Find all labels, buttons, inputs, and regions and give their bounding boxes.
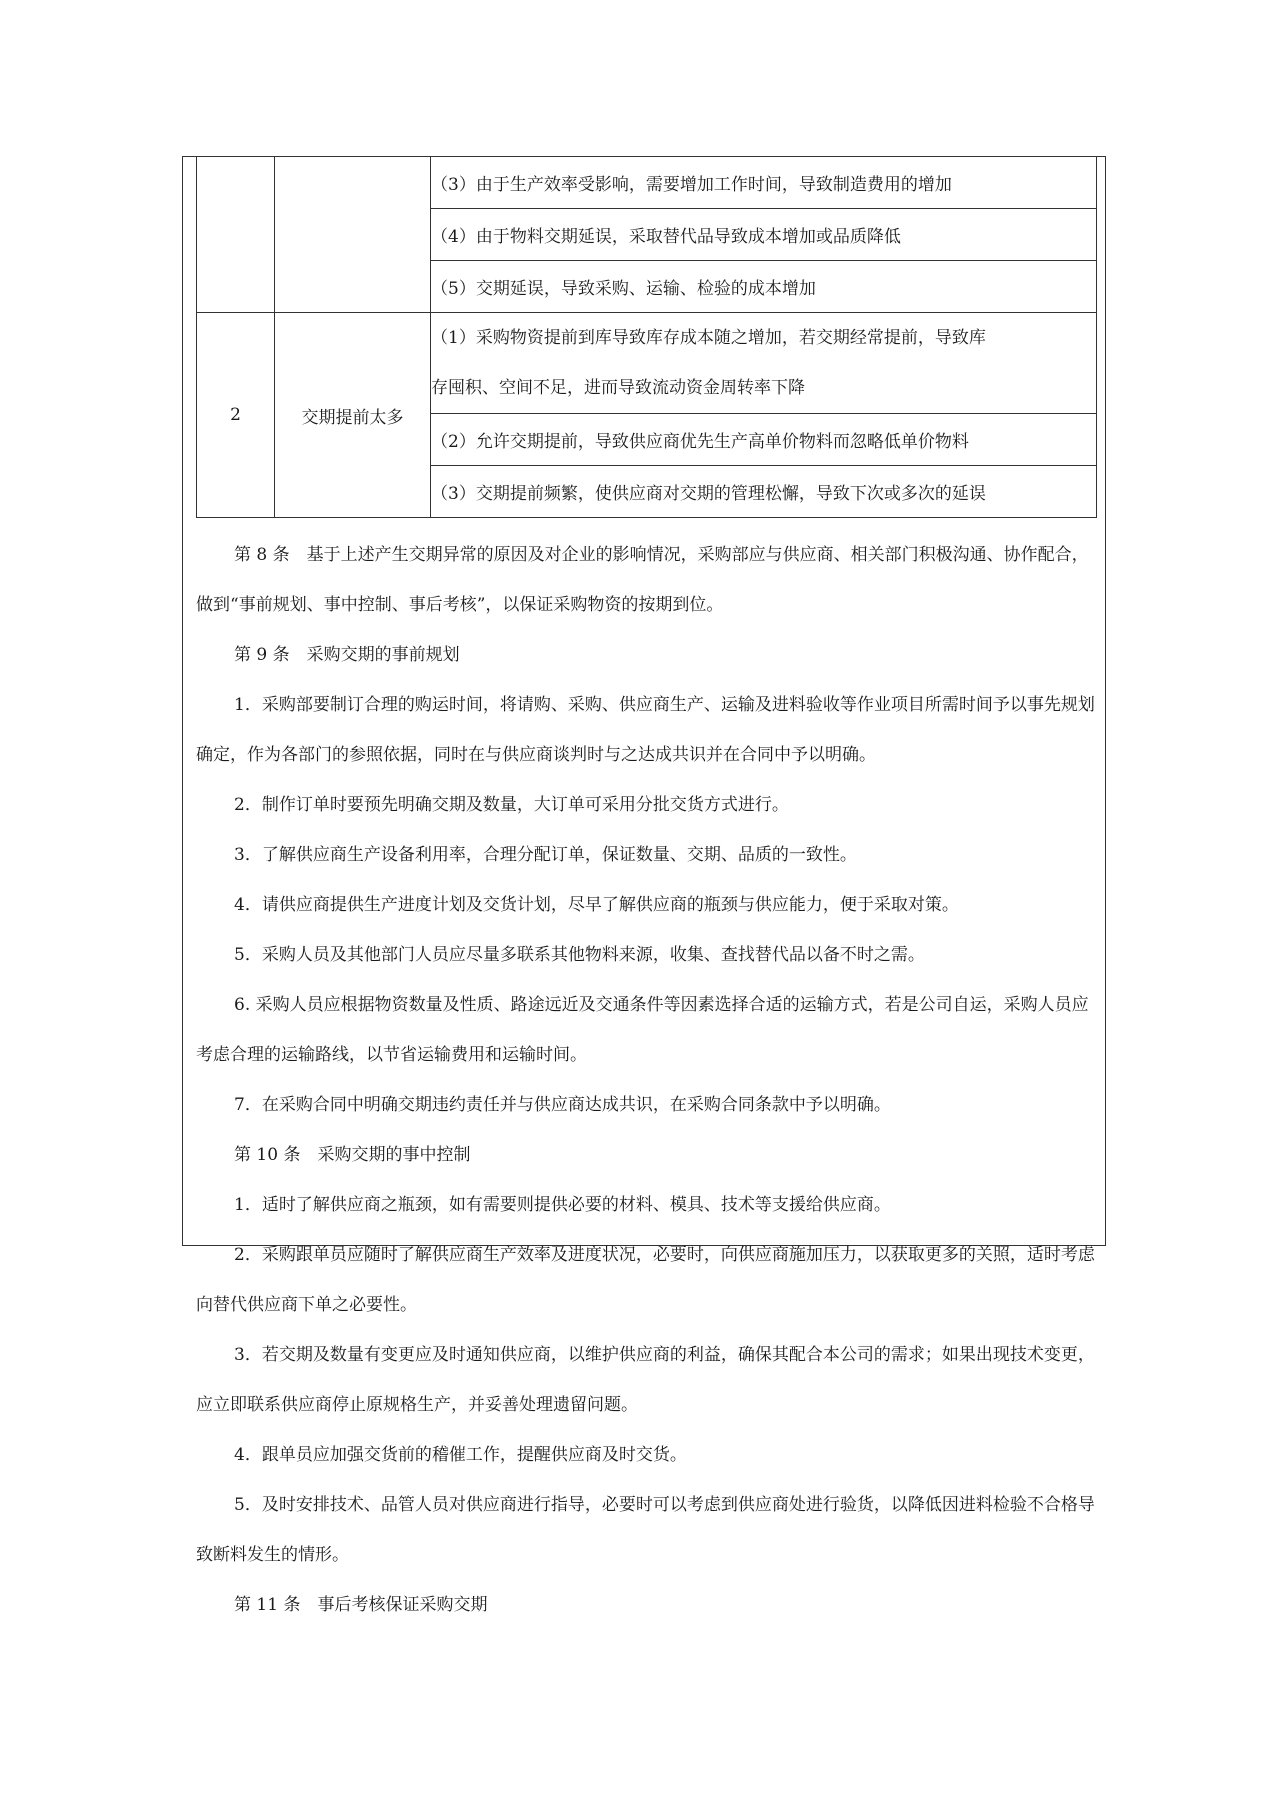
article-9-item: 2．制作订单时要预先明确交期及数量，大订单可采用分批交货方式进行。: [234, 795, 789, 815]
effect-item: （4）由于物料交期延误，采取替代品导致成本增加或品质降低: [431, 209, 1097, 261]
article-9-item: 4．请供应商提供生产进度计划及交货计划，尽早了解供应商的瓶颈与供应能力，便于采取对策。: [234, 895, 959, 915]
article-9-item: 1．采购部要制订合理的购运时间，将请购、采购、供应商生产、运输及进料验收等作业项目所需时间予以事先规划确定，作为各部门的参照依据，同时在与供应商谈判时与之达成共识并在合同中予以明确。: [196, 695, 1095, 765]
effect-item: （5）交期延误，导致采购、运输、检验的成本增加: [431, 261, 1097, 313]
effect-item: （3）由于生产效率受影响，需要增加工作时间，导致制造费用的增加: [431, 157, 1097, 209]
effect-item-line: 存囤积、空间不足，进而导致流动资金周转率下降: [431, 378, 805, 398]
article-10-item: 1．适时了解供应商之瓶颈，如有需要则提供必要的材料、模具、技术等支援给供应商。: [234, 1195, 891, 1215]
effect-item: [431, 313, 1097, 414]
article-11-title: 第 11 条 事后考核保证采购交期: [234, 1595, 488, 1615]
delivery-issue-table: [196, 156, 1097, 518]
number-cell: 2: [197, 313, 275, 518]
table-row: [197, 157, 1097, 209]
category-cell-continued: [275, 157, 431, 313]
effect-item-line: （1）采购物资提前到库导致库存成本随之增加，若交期经常提前，导致库: [431, 328, 986, 348]
article-9-title: 第 9 条 采购交期的事前规划: [234, 645, 460, 665]
document-body: [196, 530, 1096, 1630]
article-9-item: 3．了解供应商生产设备利用率，合理分配订单，保证数量、交期、品质的一致性。: [234, 845, 857, 865]
category-cell: 交期提前太多: [275, 313, 431, 518]
effect-item: （3）交期提前频繁，使供应商对交期的管理松懈，导致下次或多次的延误: [431, 466, 1097, 518]
number-cell-continued: [197, 157, 275, 313]
effect-item: （2）允许交期提前，导致供应商优先生产高单价物料而忽略低单价物料: [431, 414, 1097, 466]
article-10-item: 5．及时安排技术、品管人员对供应商进行指导，必要时可以考虑到供应商处进行验货，以降低因进料检验不合格导致断料发生的情形。: [196, 1495, 1095, 1565]
article-10-item: 4．跟单员应加强交货前的稽催工作，提醒供应商及时交货。: [234, 1445, 687, 1465]
table-row: [197, 313, 1097, 414]
article-8: 第 8 条 基于上述产生交期异常的原因及对企业的影响情况，采购部应与供应商、相关部门积极沟通、协作配合，做到“事前规划、事中控制、事后考核”，以保证采购物资的按期到位。: [196, 545, 1089, 615]
article-9-item: 5．采购人员及其他部门人员应尽量多联系其他物料来源，收集、查找替代品以备不时之需。: [234, 945, 925, 965]
article-10-title: 第 10 条 采购交期的事中控制: [234, 1145, 471, 1165]
article-9-item: 7．在采购合同中明确交期违约责任并与供应商达成共识，在采购合同条款中予以明确。: [234, 1095, 891, 1115]
article-10-item: 2．采购跟单员应随时了解供应商生产效率及进度状况，必要时，向供应商施加压力，以获取更多的关照，适时考虑向替代供应商下单之必要性。: [196, 1245, 1095, 1315]
article-9-item: 6. 采购人员应根据物资数量及性质、路途远近及交通条件等因素选择合适的运输方式，若是公司自运，采购人员应考虑合理的运输路线，以节省运输费用和运输时间。: [196, 995, 1089, 1065]
article-10-item: 3．若交期及数量有变更应及时通知供应商，以维护供应商的利益，确保其配合本公司的需求；如果出现技术变更，应立即联系供应商停止原规格生产，并妥善处理遗留问题。: [196, 1345, 1095, 1415]
